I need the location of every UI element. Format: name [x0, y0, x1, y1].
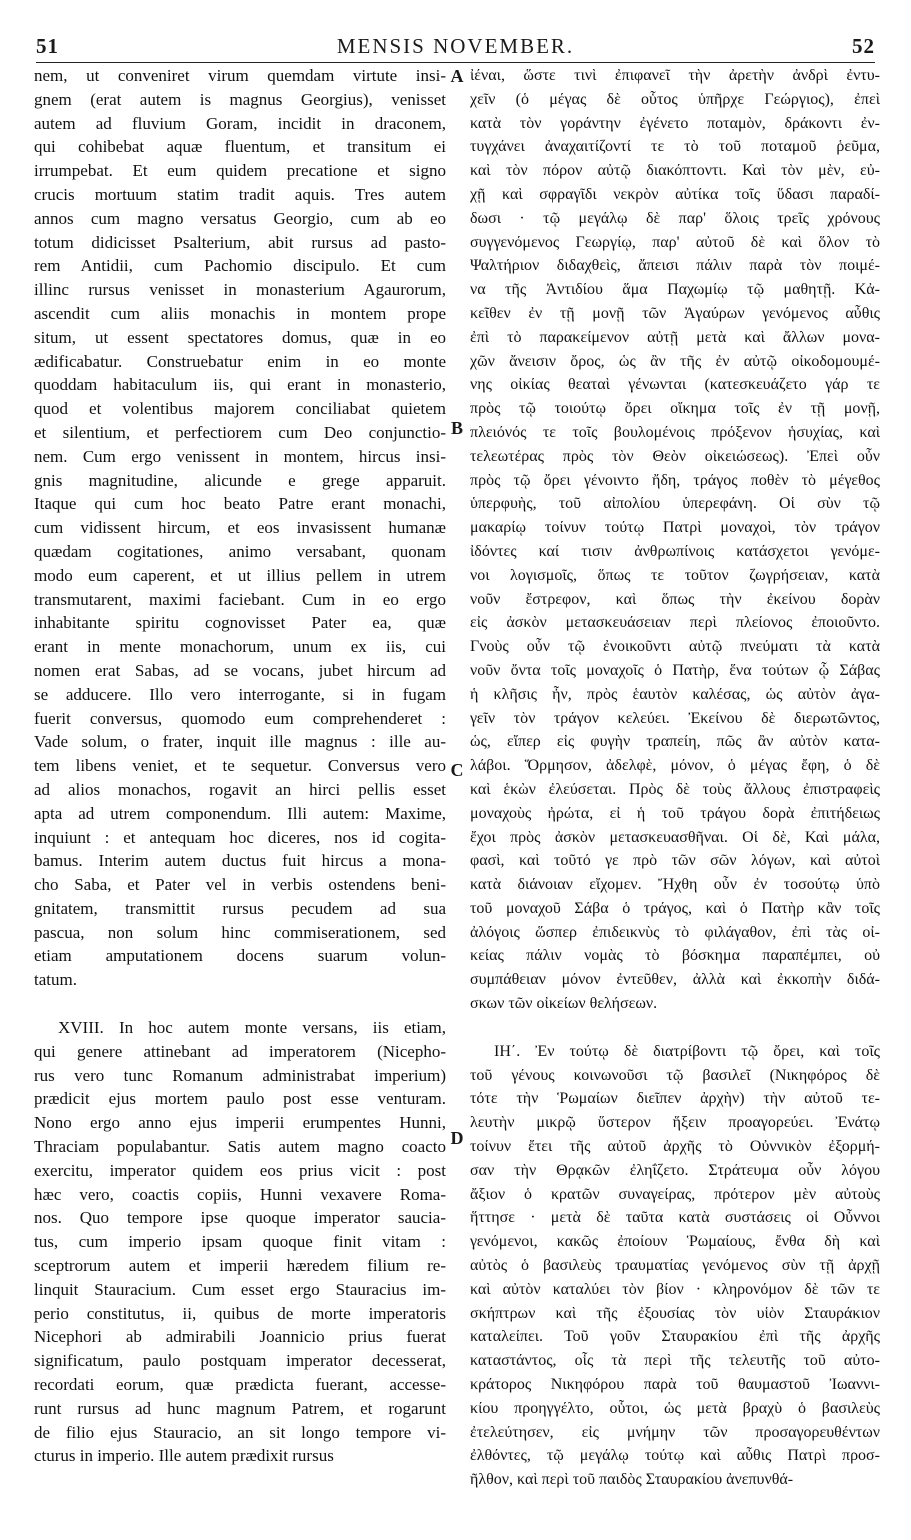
latin-line: de filio ejus Stauracio, an sit longo tempore vi-: [34, 1422, 446, 1442]
greek-line: νης οἰκίας θεαταὶ γένωνται (κατεσκευάζετο γάρ τε: [470, 376, 880, 394]
greek-line: Ψαλτήριον διδαχθεὶς, ἄπεισι πάλιν παρὰ τὸν ποιμέ-: [470, 257, 880, 275]
latin-line: gnem (erat autem is magnus Georgius), venisset: [34, 89, 446, 109]
latin-line: totum didicisset Psalterium, abit rursus ad pasto-: [34, 232, 446, 252]
greek-line: γενόμενοι, κακῶς ἐποίουν Ῥωμαίους, ἔνθα δὴ καὶ: [470, 1233, 880, 1251]
greek-line: καταστάντος, οἷς τὰ περὶ τῆς τελευτῆς τοῦ αὐτο-: [470, 1352, 880, 1370]
greek-line: κίου προηγγέλτο, οὗτοι, ὡς μετὰ βραχὺ ὁ βασιλεὺς: [470, 1399, 880, 1417]
paragraph-gap: [470, 1016, 880, 1040]
greek-line: Γνοὺς οὖν τῷ ἐνοικοῦντι αὐτῷ πνεύματι τὰ κατὰ: [470, 638, 880, 656]
greek-line: γεῖν τὸν τράγον κελεύει. Ἐκείνου δὲ διερωτῶντος,: [470, 709, 880, 727]
latin-line: erant in mente monachorum, unum ex iis, cui: [34, 637, 446, 657]
latin-line: ascendit cum aliis monachis in montem prope: [34, 303, 446, 323]
latin-line: ad alios monachos, rogavit an hirci pellis esset: [34, 779, 446, 799]
greek-line: νοῦν ὄντα τοῖς μοναχοῖς ὁ Πατὴρ, ἕνα τούτων ᾧ Σάβας: [470, 661, 880, 679]
greek-line: λάβοι. Ὅρμησον, ἀδελφὲ, μόνον, ὁ μέγας ἔφη, ὁ δὲ: [470, 757, 880, 775]
latin-line: rus vero tunc Romanum administrabat imperium): [34, 1065, 446, 1085]
greek-line: ἔχοι πρὸς ἀσκὸν μετασκευασθῆναι. Οἱ δὲ, Καὶ μάλα,: [470, 828, 880, 846]
greek-line: πρὸς τῷ τοιούτῳ ὄρει οἴκημα τοῖς ἐν τῇ μονῇ,: [470, 400, 880, 418]
latin-line: pascua, non solum hinc commiserationem, sed: [34, 922, 446, 942]
latin-line: perio constitutus, ii, quibus de morte imperatoris: [34, 1303, 446, 1323]
greek-line: σκων τῶν οἰκείων θελήσεων.: [470, 995, 658, 1013]
section-marker-d: D: [450, 1128, 464, 1148]
latin-line: runt rursus ad hunc magnum Patrem, et rogarunt: [34, 1398, 446, 1418]
latin-line: illinc rursus venisset in monasterium Agaurorum,: [34, 280, 446, 300]
greek-line: κεῖθεν ἐν τῇ μονῇ τῶν Ἀγαύρων γενόμενος αὖθις: [470, 304, 880, 322]
latin-line: quoddam habitaculum iis, qui erant in monasterio,: [34, 375, 446, 395]
latin-line: Thraciam populabantur. Satis autem magno coacto: [34, 1137, 446, 1157]
greek-line: καὶ τὸν πόρον αὐτῷ διακόπτοντι. Καὶ τὸν μὲν, εὐ-: [470, 162, 880, 180]
greek-line: φασὶ, καὶ τοῦτό γε πρὸ τῶν σῶν λόγων, καὶ αὐτοὶ: [470, 852, 880, 870]
latin-line: linquit Stauracium. Cum esset ergo Stauracius im-: [34, 1279, 446, 1299]
greek-line: ὑπερφυὴς, τοῦ αἰπολίου ὑπερεφάνη. Οἱ σὺν τῷ: [470, 495, 880, 513]
greek-line: ἀλόγοις ὥσπερ ἐπιδεικνὺς τὸ φιλάγαθον, ἐπὶ τὰς οἰ-: [470, 923, 880, 941]
page-number-right: 52: [852, 34, 875, 58]
greek-line: ῆλθον, καὶ περὶ τοῦ παιδὸς Σταυρακίου ἀνεπυνθά-: [470, 1471, 794, 1489]
greek-line: ἰδόντες καί τισιν ἀνθρωπίνοις κατάσχετοι γενόμε-: [470, 542, 880, 560]
latin-line: Vade solum, o frater, inquit ille magnus : ille au-: [34, 732, 446, 752]
latin-line: nem, ut conveniret virum quemdam virtute insi-: [34, 66, 446, 85]
latin-line: rem Antidii, cum Pachomio discipulo. Et cum: [34, 256, 446, 276]
latin-line: inquiunt : et antequam hoc diceres, nos id cogita-: [34, 827, 446, 847]
greek-line: πλειόνός τε τοῖς βουλομένοις πρόξενον ἡσυχίας, καὶ: [470, 423, 880, 441]
greek-line: πρὸς τῷ ὄρει γένοιντο ἤδη, τράγος ποθὲν τὸ μέγεθος: [470, 471, 880, 489]
greek-line: χεῖν (ὁ μέγας δὲ οὗτος ὑπῆρχε Γεώργιος), ἐπεὶ: [470, 90, 880, 108]
latin-line: hæc vero, coactis copiis, Hunni vexavere Roma-: [34, 1184, 446, 1204]
latin-line: quædam cogitationes, animo versabant, quonam: [34, 541, 446, 561]
latin-line: etiam amputationem docens suarum volun-: [34, 946, 446, 966]
greek-line: ἐλθόντες, τῷ μεγάλῳ τούτῳ καὶ αὖθις Πατρὶ προσ-: [470, 1447, 880, 1465]
latin-line: cum vidissent hircum, et eos invasissent humanæ: [34, 518, 446, 538]
latin-line: irrumpebat. Et eum quidem precatione et signo: [34, 161, 446, 181]
greek-line: τοῦ γένους κοινωνοῦσι τῷ βασιλεῖ (Νικηφόρος δὲ: [470, 1066, 880, 1084]
latin-line: nos. Quo tempore ipse quoque imperator saucia-: [34, 1208, 446, 1228]
greek-line: ὡς, εἴπερ εἰς φυγὴν τραπείη, πῶς ἂν αὐτὸν κατα-: [470, 733, 880, 751]
latin-line: apta ad utrem componendum. Illi autem: Maxime,: [34, 803, 446, 823]
header-rule: [36, 62, 875, 63]
latin-line: bamus. Interim autem ductus fuit hircus a mona-: [34, 851, 446, 871]
greek-line: ἐτελεύτησεν, εἰς μνήμην τῶν προσαγορευθέντων: [470, 1423, 880, 1441]
greek-column: [470, 64, 880, 1492]
latin-line: crucis mortuum statim tradit aquis. Tres autem: [34, 184, 446, 204]
greek-line: λευτὴν μικρῷ ὕστερον ἥξειν προαγορεύει. Ἐνάτῳ: [470, 1114, 880, 1132]
greek-line: νοι λογισμοῖς, ὅπως τε τοῦτον ζωγρήσειαν, κατὰ: [470, 566, 880, 584]
latin-line: se adducere. Illo vero interrogante, si in fugam: [34, 684, 446, 704]
section-marker-c: C: [450, 760, 464, 780]
latin-line: et silentium, et perfectiorem cum Deo conjunctio-: [34, 422, 446, 442]
greek-line: σαν τὴν Θρᾳκῶν ἐληΐζετο. Στράτευμα οὖν λόγου: [470, 1161, 880, 1179]
latin-line: cturus in imperio. Ille autem prædixit rursus: [34, 1446, 334, 1466]
greek-line: χῇ καὶ σφραγῖδι νεκρὸν αὐτίκα τοῖς ὕδασι παραδί-: [470, 185, 880, 203]
greek-line: τυγχάνει ἀναχαιτίζοντί τε τὸ τοῦ ποταμοῦ ῥεῦμα,: [470, 138, 880, 156]
greek-line: καὶ αὐτὸν καταλύει τὸν βίον · κληρονόμον δὲ τῶν τε: [470, 1280, 880, 1298]
page-number-left: 51: [36, 34, 59, 58]
latin-line: gnitatem, transmittit rursus pecudem ad sua: [34, 898, 446, 918]
greek-line: τελεωτέρας πρὸς τὸν Θεὸν οἰκειώσεως). Ἐπεὶ οὖν: [470, 447, 880, 465]
greek-line: τοίνυν ἔτει τῆς αὐτοῦ ἀρχῆς τὸ Οὐννικὸν ἐξορμή-: [470, 1138, 880, 1156]
greek-line: χῶν ἄνεισιν ὄρος, ὡς ἂν τῆς ἐν αὐτῷ οἰκοδομουμέ-: [470, 352, 880, 370]
latin-line: tatum.: [34, 970, 77, 990]
greek-line: δωσι · τῷ μεγάλῳ δὲ παρ' ὅλοις τρεῖς χρόνους: [470, 209, 880, 227]
latin-line: autem ad fluvium Goram, incidit in draconem,: [34, 113, 446, 133]
latin-line: XVIII. In hoc autem monte versans, iis etiam,: [58, 1018, 446, 1038]
latin-line: transmutarent, maximi faciebant. Cum in eo ergo: [34, 589, 446, 609]
greek-line: καὶ ἑκὼν ἐλεύσεται. Πρὸς δὲ τοὺς ἄλλους ἐπιστραφεὶς: [470, 780, 880, 798]
latin-line: modo eum caperent, et ut illius pellem in utrem: [34, 565, 446, 585]
greek-line: ἄξιον ὁ κρατῶν συναγείρας, πρότερον μὲν αὐτοὺς: [470, 1185, 880, 1203]
latin-line: Nono ergo anno ejus imperii erumpentes Hunni,: [34, 1113, 446, 1133]
latin-line: prædicit ejus mortem paulo post esse venturam.: [34, 1089, 446, 1109]
greek-line: κείας πάλιν νομὰς τὸ βόσκημα παραπέμπει, οὐ: [470, 947, 880, 965]
latin-column: [34, 64, 446, 1468]
greek-line: ἐπὶ τὸ παρακείμενον αὐτῇ μετὰ καὶ ἄλλων μονα-: [470, 328, 880, 346]
latin-line: nomen erat Sabas, ad se vocans, jubet hircum ad: [34, 660, 446, 680]
latin-line: nem. Cum ergo venissent in montem, hircus insi-: [34, 446, 446, 466]
greek-line: κράτορος Νικηφόρου παρὰ τοῦ θαυμαστοῦ Ἰωαννι-: [470, 1376, 880, 1394]
latin-line: sceptrorum autem et imperii hæredem filium re-: [34, 1256, 446, 1276]
greek-line: σκήπτρων καὶ τῆς ἐξουσίας τὸν υἱὸν Σταυράκιον: [470, 1304, 880, 1322]
latin-line: recordati eorum, quæ prædicta fuerant, accesse-: [34, 1375, 446, 1395]
greek-line: συγγενόμενος Γεωργίῳ, παρ' αὐτοῦ δὲ καὶ ὅλον τὸ: [470, 233, 880, 251]
latin-line: situm, ut essent spectatores domus, quæ in eo: [34, 327, 446, 347]
latin-line: quod et volentibus majorem conciliabat quietem: [34, 399, 446, 419]
latin-line: tus, cum imperio ipsam quoque finit vitam :: [34, 1232, 446, 1252]
latin-line: inhabitante spiritu cognovisset Pater ea, quæ: [34, 613, 446, 633]
section-marker-b: B: [450, 418, 463, 438]
greek-line: ἥττησε · μετὰ δὲ ταῦτα κατὰ συστάσεις οἱ Οὖννοι: [470, 1209, 880, 1227]
greek-line: καταλείπει. Τοῦ γοῦν Σταυρακίου ἐπὶ τῆς ἀρχῆς: [470, 1328, 880, 1346]
paragraph-gap: [34, 992, 446, 1016]
greek-line: συμπάθειαν μόνον ἐντεῦθεν, ἀλλὰ καὶ ἐκκοπὴν διδά-: [470, 971, 880, 989]
greek-line: μακαρίῳ τοίνυν τούτῳ Πατρὶ μοναχοὶ, τὸν τράγον: [470, 519, 880, 537]
greek-line: τοῦ μοναχοῦ Σάβα ὁ τράγος, καὶ ὁ Πατὴρ κἂν τοῖς: [470, 899, 880, 917]
section-marker-a: A: [450, 66, 464, 86]
latin-line: gnis magnitudine, alicunde e grege apparuit.: [34, 470, 446, 490]
greek-line: ἡ κλῆσις ἦν, πρὸς ἑαυτὸν καλέσας, ὡς αὐτὸν ἀγα-: [470, 685, 880, 703]
greek-line: ἰέναι, ὥστε τινὶ ἐπιφανεῖ τὴν ἀρετὴν ἀνδρὶ ἐντυ-: [470, 67, 880, 84]
greek-line: μοναχοὺς ἠρώτα, εἰ ἡ τοῦ τράγου δορὰ ἐπιτήδειως: [470, 804, 880, 822]
greek-line: κατὰ διάνοιαν εἴχομεν. Ἤχθη οὖν ἐν τοσούτῳ ὑπὸ: [470, 876, 880, 894]
latin-line: cho Saba, et Pater vel in verbis ostendens beni-: [34, 875, 446, 895]
greek-line: ΙΗ΄. Ἐν τούτῳ δὲ διατρίβοντι τῷ ὄρει, καὶ τοῖς: [494, 1042, 880, 1060]
greek-line: νοῦν ἔστρεφον, καὶ ὅπως τὴν ἐκείνου δορὰν: [470, 590, 880, 608]
latin-line: ædificabatur. Construebatur enim in eo monte: [34, 351, 446, 371]
latin-line: fuerit conversus, quomodo eum comprehenderet :: [34, 708, 446, 728]
running-header: [36, 34, 875, 60]
greek-line: εἰς ἀσκὸν μετασκευάσειαν περὶ πλείονος ἐποιοῦντο.: [470, 614, 880, 632]
greek-line: αὐτὸς ὁ βασιλεὺς τραυματίας γενόμενος σὺν τῇ ἀρχῇ: [470, 1257, 880, 1275]
greek-line: κατὰ τὸν γοράντην ἐγένετο ποταμὸν, δράκοντι ἐν-: [470, 114, 880, 132]
latin-line: Nicephori ab admirabili Joannicio prius fuerat: [34, 1327, 446, 1347]
latin-line: Itaque qui cum hoc beato Patre erant monachi,: [34, 494, 446, 514]
greek-line: να τῆς Ἀντιδίου ἅμα Παχωμίῳ τῷ μαθητῇ. Κἀ-: [470, 281, 880, 299]
running-title: MENSIS NOVEMBER.: [336, 34, 575, 58]
latin-line: annos cum magno versatus Georgio, cum ab eo: [34, 208, 446, 228]
latin-line: qui genere attinebant ad imperatorem (Nicepho-: [34, 1041, 446, 1061]
latin-line: tem libens veniet, et te sequetur. Conversus vero: [34, 756, 446, 776]
latin-line: significatum, paulo postquam imperator decesserat,: [34, 1351, 446, 1371]
greek-line: τότε τὴν Ῥωμαίων διεῖπεν ἀρχὴν) τὴν αὐτοῦ τε-: [470, 1090, 880, 1108]
latin-line: qui cohibebat aquæ fluentum, et transitum ei: [34, 137, 446, 157]
latin-line: exercitu, imperator quidem eos prius vicit : post: [34, 1160, 446, 1180]
